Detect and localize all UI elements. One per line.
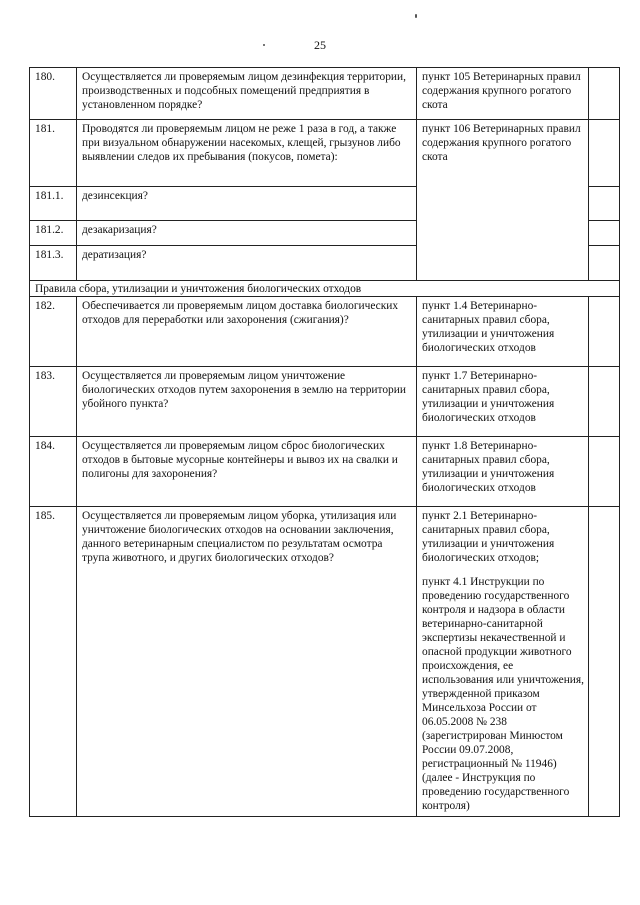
- row-question: дератизация?: [77, 246, 417, 281]
- table-row: [30, 297, 620, 367]
- row-reference: [417, 507, 589, 817]
- table-row: [30, 437, 620, 507]
- table-row: [30, 367, 620, 437]
- section-title: Правила сбора, утилизации и уничтожения биологических отходов: [30, 281, 620, 297]
- row-reference: [417, 367, 589, 437]
- answer-cell[interactable]: [589, 221, 620, 246]
- row-question: Осуществляется ли проверяемым лицом сброс биологических отходов в бытовые мусорные контейнеры и вывоз их на свалки и полигоны для захоронения?: [77, 437, 417, 507]
- table-row: [30, 68, 620, 120]
- row-number: 180.: [30, 68, 77, 120]
- row-reference: [417, 437, 589, 507]
- row-question: Обеспечивается ли проверяемым лицом доставка биологических отходов для переработки или захоронения (сжигания)?: [77, 297, 417, 367]
- row-number: 181.3.: [30, 246, 77, 281]
- checklist-table: [29, 67, 620, 817]
- row-number: 183.: [30, 367, 77, 437]
- answer-cell[interactable]: [589, 246, 620, 281]
- row-number: 185.: [30, 507, 77, 817]
- answer-cell[interactable]: [589, 297, 620, 367]
- answer-cell[interactable]: [589, 120, 620, 187]
- row-reference: [417, 120, 589, 281]
- table-row: [30, 120, 620, 187]
- row-number: 181.1.: [30, 187, 77, 221]
- reference-text: пункт 105 Ветеринарных правил содержания крупного рогатого скота: [422, 71, 581, 111]
- table-row: [30, 507, 620, 817]
- answer-cell[interactable]: [589, 367, 620, 437]
- row-question: Осуществляется ли проверяемым лицом дезинфекция территории, производственных и подсобных помещений предприятия в установленном порядке?: [77, 68, 417, 120]
- reference-text: пункт 2.1 Ветеринарно-санитарных правил сбора, утилизации и уничтожения биологических отходов;: [422, 510, 555, 564]
- reference-text: пункт 1.4 Ветеринарно-санитарных правил сбора, утилизации и уничтожения биологических отходов: [422, 300, 555, 354]
- reference-text: пункт 4.1 Инструкции по проведению государственного контроля и надзора в области ветеринарно-санитарной экспертизы некачественной и опасной продукции животного происхождения, ее использования или уничтожения, утвержденной приказом Минсельхоза России от 06.05.2008 № 238 (зарегистрирован Минюстом России 09.07.2008, регистрационный № 11946) (далее - Инструкция по проведению государственного контроля): [422, 576, 584, 812]
- row-number: 182.: [30, 297, 77, 367]
- reference-text: пункт 1.7 Ветеринарно-санитарных правил сбора, утилизации и уничтожения биологических отходов: [422, 370, 555, 424]
- row-reference: [417, 68, 589, 120]
- row-number: 184.: [30, 437, 77, 507]
- reference-text: пункт 1.8 Ветеринарно-санитарных правил сбора, утилизации и уничтожения биологических отходов: [422, 440, 555, 494]
- row-number: 181.2.: [30, 221, 77, 246]
- row-question: Осуществляется ли проверяемым лицом уничтожение биологических отходов путем захоронения в землю на территории убойного пункта?: [77, 367, 417, 437]
- row-question: дезакаризация?: [77, 221, 417, 246]
- row-number: 181.: [30, 120, 77, 187]
- answer-cell[interactable]: [589, 437, 620, 507]
- answer-cell[interactable]: [589, 68, 620, 120]
- row-question: Проводятся ли проверяемым лицом не реже 1 раза в год, а также при визуальном обнаружении насекомых, клещей, грызунов либо выявлении следов их пребывания (покусов, помета):: [77, 120, 417, 187]
- answer-cell[interactable]: [589, 187, 620, 221]
- answer-cell[interactable]: [589, 507, 620, 817]
- reference-text: пункт 106 Ветеринарных правил содержания крупного рогатого скота: [422, 123, 581, 163]
- row-reference: [417, 297, 589, 367]
- checklist-table-wrap: [29, 67, 619, 817]
- row-question: дезинсекция?: [77, 187, 417, 221]
- row-question: Осуществляется ли проверяемым лицом уборка, утилизация или уничтожение биологических отходов на основании заключения, данного ветеринарным специалистом по результатам осмотра трупа животного, и других биологических отходов?: [77, 507, 417, 817]
- scan-artifact-mark: [415, 14, 417, 18]
- page-number: 25: [314, 38, 326, 52]
- section-row: [30, 281, 620, 297]
